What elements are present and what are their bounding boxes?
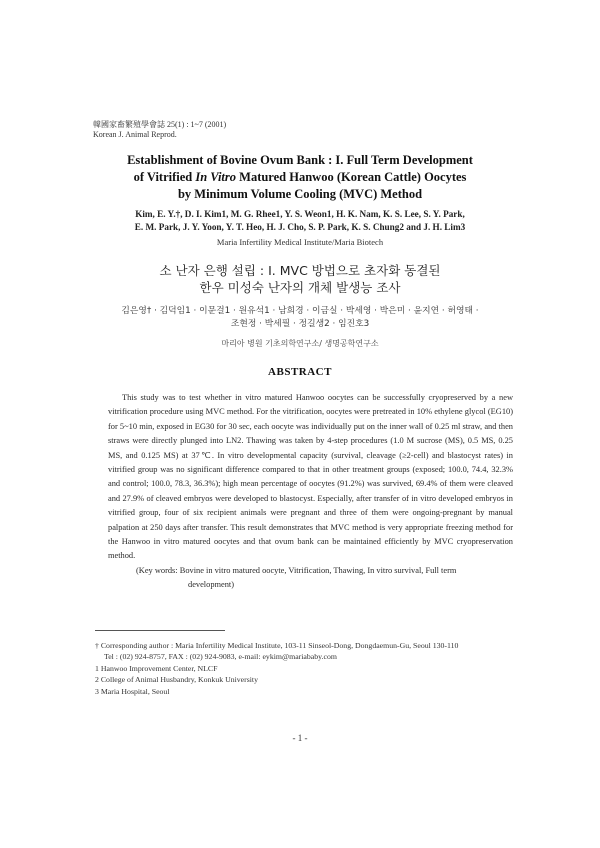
- authors-line-2: E. M. Park, J. Y. Yoon, Y. T. Heo, H. J. Cho, S. P. Park, K. S. Chung2 and J. H. Lim3: [134, 222, 466, 232]
- footnote-2: 2 College of Animal Husbandry, Konkuk University: [95, 675, 258, 685]
- footnote-contact: Tel : (02) 924-8757, FAX : (02) 924-9083, e-mail: eykim@mariababy.com: [104, 652, 337, 662]
- footnote-1: 1 Hanwoo Improvement Center, NLCF: [95, 663, 218, 673]
- korean-title-line-1: 소 난자 은행 설립 : Ⅰ. MVC 방법으로 초자화 동결된: [159, 263, 441, 278]
- title-line-1: Establishment of Bovine Ovum Bank : I. Full Term Development: [127, 153, 473, 167]
- title-line-2: of Vitrified In Vitro Matured Hanwoo (Korean Cattle) Oocytes: [133, 170, 467, 184]
- abstract-body: This study was to test whether in vitro matured Hanwoo oocytes can be successfully cryopreserved by a new vitrification procedure using MVC method. For the vitrification, oocytes were pretreated in 10% ethylene glycol (EG10) for 5~10 min, exposed in EG30 for 30 sec, each oocyte was individually put on the inner wall of 0.25 ml straw, and then straws were directly plunged into LN2. Thawing was taken by 4-step procedures (1.0 M sucrose (MS), 0.5 MS, 0.25 MS, and 0.125 MS) at 37℃. In vitro developmental capacity (survival, cleavage (≥2-cell) and blastocyst rates) in vitrified group was no significant difference compared to that in other treatment groups (exposed; 100.0, 74.4, 32.3% and control; 100.0, 78.3, 36.3%); high mean percentage of oocytes (91.2%) was survived, 69.4% of them were cleaved and 27.9% of cleaved embryos were developed to blastocyst. Especially, after transfer of in vitro developed embryos in vitrified group, four of six recipient animals were pregnant and three of them were ongoing-pregnant by manual palpation at 250 days after transfer. This result demonstrates that MVC method is very appropriate freezing method for the Hanwoo in vitro matured oocytes and that ovum bank can be maintained efficiently by MVC cryopreservation method.: [108, 393, 513, 561]
- korean-authors-line-1: 김은영† · 김덕임1 · 이문걸1 · 원유석1 · 남희경 · 이금실 · 박세영 · 박은미 · 윤지연 · 허영태 ·: [121, 306, 479, 316]
- abstract-section: [108, 391, 513, 593]
- affiliation: Maria Infertility Medical Institute/Maria Biotech: [216, 237, 384, 247]
- keywords-line-1: (Key words: Bovine in vitro matured oocyte, Vitrification, Thawing, In vitro survival, Full term: [136, 565, 457, 575]
- footnote-3: 3 Maria Hospital, Seoul: [95, 686, 170, 696]
- korean-authors-line-2: 조현정 · 박세필 · 정길생2 · 임진호3: [230, 319, 370, 329]
- footnotes: [95, 640, 515, 697]
- journal-citation: 韓國家畜繁殖學會誌 25(1) : 1~7 (2001): [93, 120, 227, 129]
- page-number: - 1 -: [292, 733, 308, 743]
- journal-name: Korean J. Animal Reprod.: [93, 130, 177, 139]
- authors-line-1: Kim, E. Y.†, D. I. Kim1, M. G. Rhee1, Y. S. Weon1, H. K. Nam, K. S. Lee, S. Y. Park,: [135, 209, 465, 219]
- korean-title-line-2: 한우 미성숙 난자의 개체 발생능 조사: [199, 280, 401, 295]
- korean-title: [60, 262, 540, 296]
- korean-affiliation: 마리아 병원 기초의학연구소/ 생명공학연구소: [221, 339, 379, 348]
- abstract-heading: ABSTRACT: [268, 366, 332, 378]
- footnote-divider: [95, 630, 225, 631]
- korean-author-list: [100, 305, 500, 331]
- journal-header: [93, 120, 226, 140]
- title-line-3: by Minimum Volume Cooling (MVC) Method: [177, 187, 423, 201]
- author-list: [80, 208, 520, 234]
- paper-title: [60, 152, 540, 203]
- footnote-corresponding: † Corresponding author : Maria Infertility Medical Institute, 103-11 Sinseol-Dong, Dongdaemun-Gu, Seoul 130-110: [95, 641, 459, 650]
- keywords-line-2: development): [188, 580, 235, 590]
